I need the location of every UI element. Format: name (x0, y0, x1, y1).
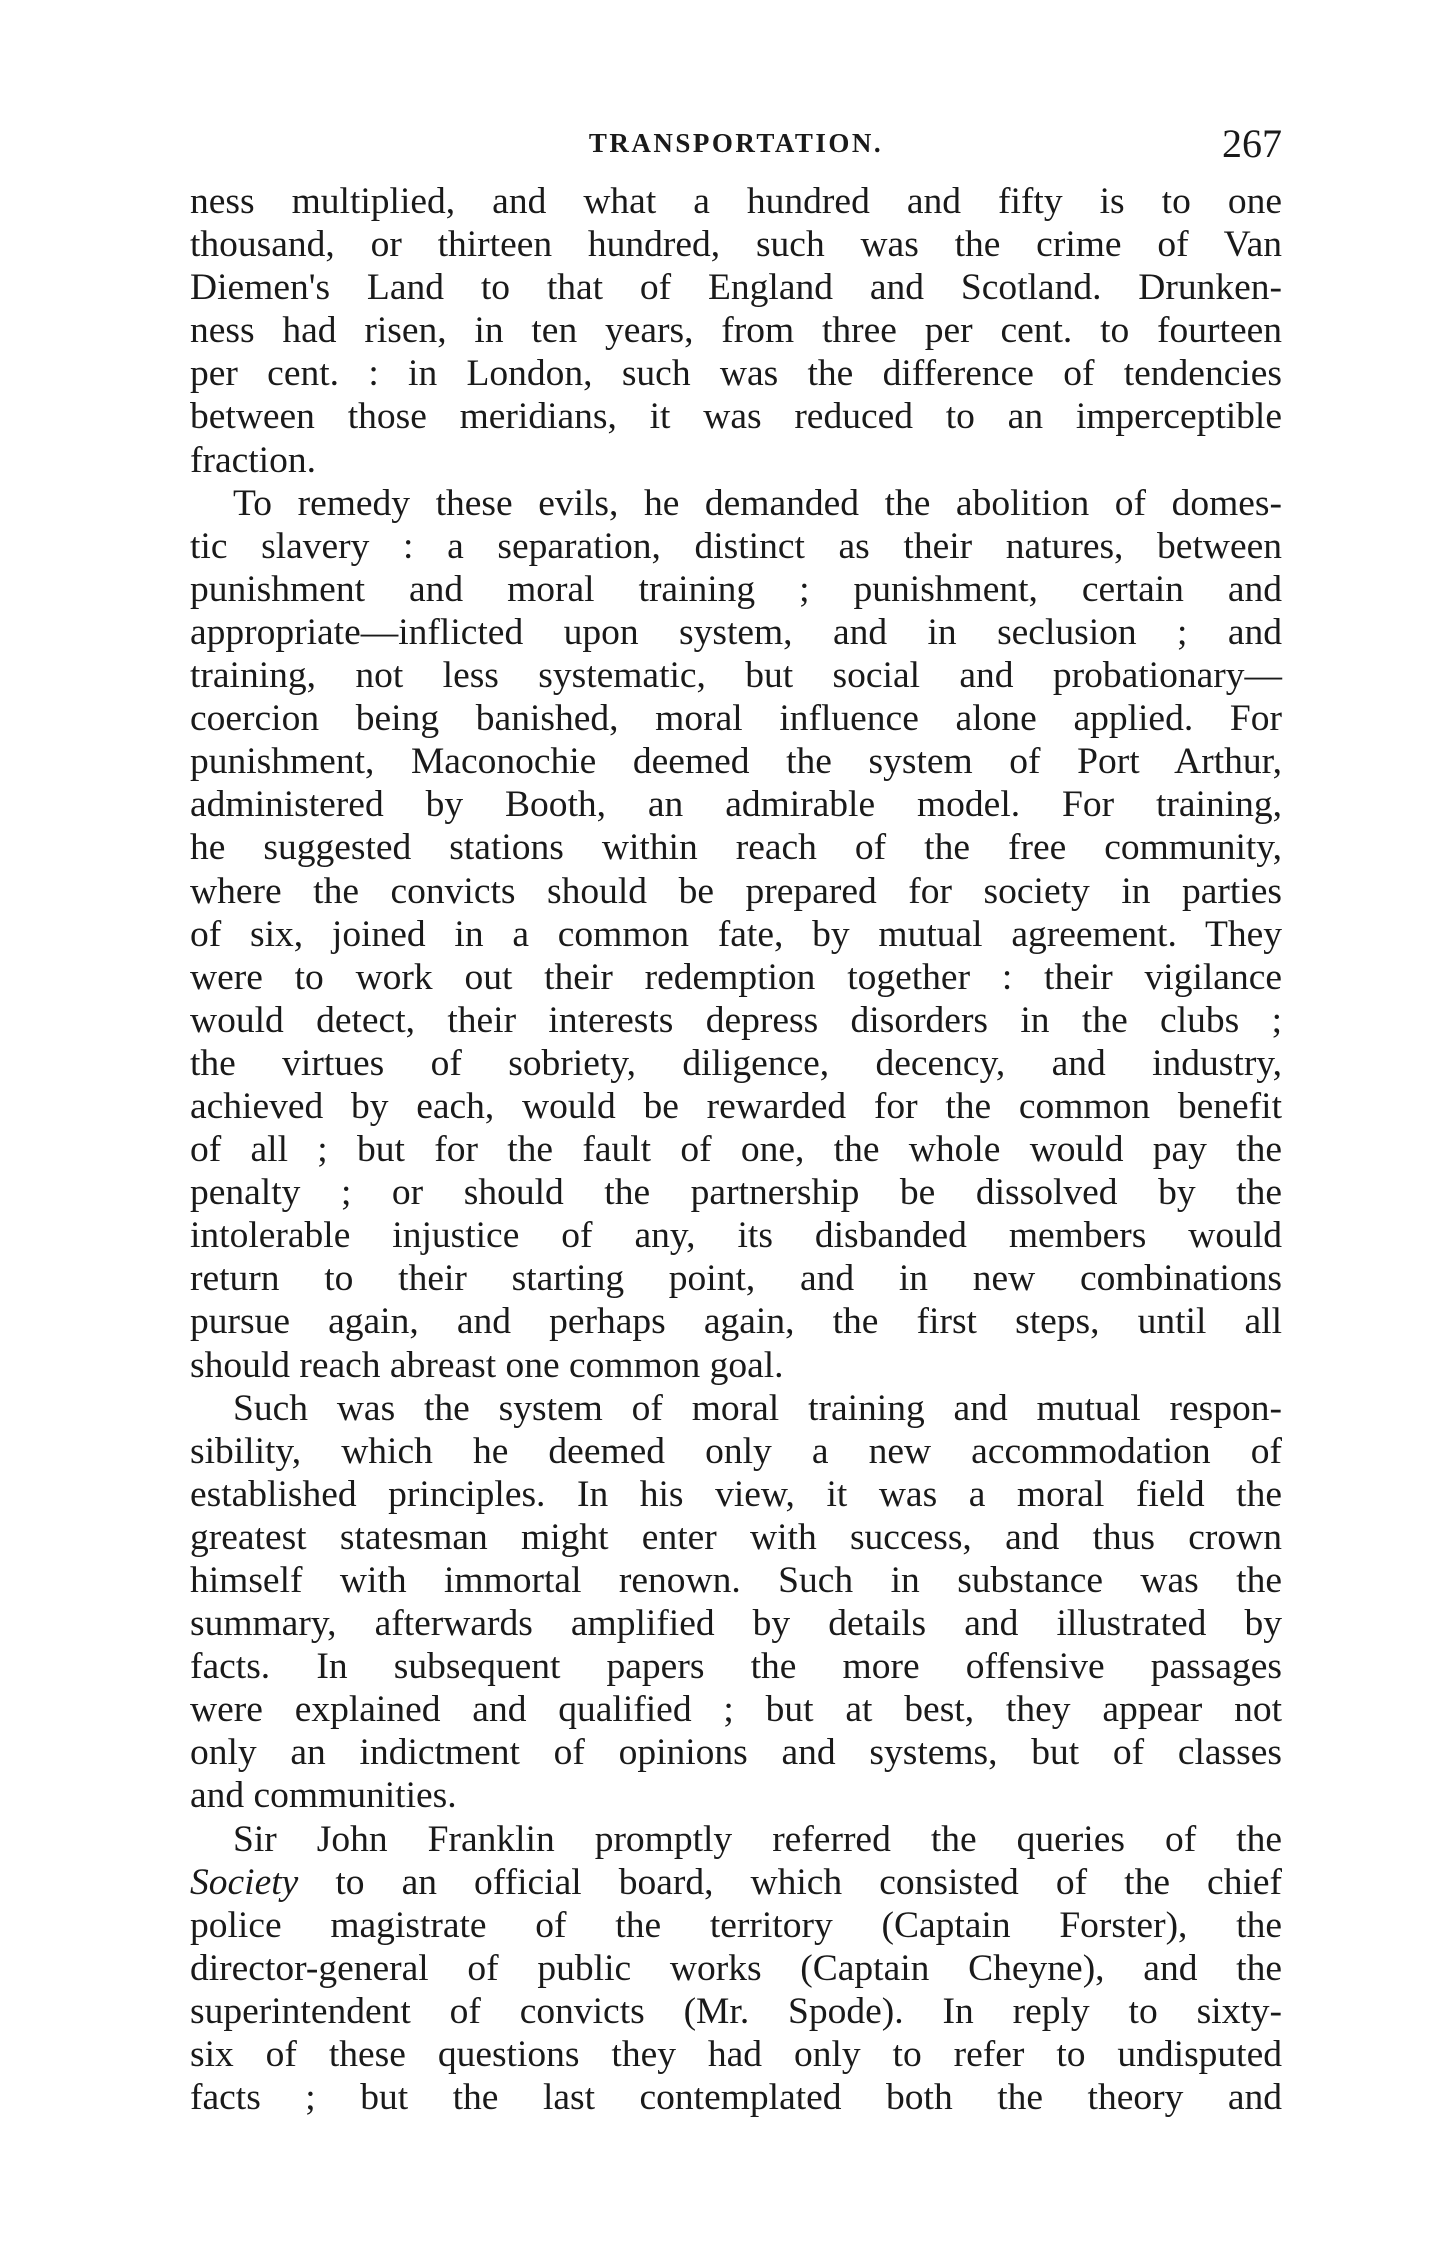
text-line: six of these questions they had only to refer to undisputed (190, 2034, 1282, 2076)
italic-society: Society (190, 1861, 299, 1903)
text-line: police magistrate of the territory (Captain Forster), the (190, 1904, 1282, 1946)
text-line: ness multiplied, and what a hundred and fifty is to one (190, 181, 1282, 222)
text-line: per cent. : in London, such was the difference of tendencies (190, 353, 1282, 395)
text-line: Diemen's Land to that of England and Scotland. Drunken- (190, 267, 1282, 309)
running-title: TRANSPORTATION. (588, 128, 884, 158)
text-line: thousand, or thirteen hundred, such was the crime of Van (190, 224, 1282, 266)
text-line: where the convicts should be prepared for society in parties (190, 870, 1282, 912)
text-line: established principles. In his view, it was a moral field the (190, 1473, 1282, 1515)
text-line: training, not less systematic, but social and probationary— (190, 655, 1282, 697)
text-line: director-general of public works (Captain Cheyne), and the (190, 1947, 1282, 1989)
text-line: greatest statesman might enter with success, and thus crown (190, 1516, 1282, 1558)
text-line: between those meridians, it was reduced to an imperceptible (190, 396, 1282, 438)
text-line: he suggested stations within reach of the free community, (190, 827, 1282, 869)
text-line: tic slavery : a separation, distinct as their natures, between (190, 525, 1282, 567)
body-text (190, 180, 1282, 2119)
text-line: sibility, which he deemed only a new accommodation of (190, 1430, 1282, 1472)
text-line: and communities. (190, 1775, 457, 1817)
text-line: penalty ; or should the partnership be dissolved by the (190, 1172, 1282, 1214)
text-line: Sir John Franklin promptly referred the queries of the (233, 1818, 1282, 1860)
book-page (190, 120, 1282, 2119)
text-line (190, 1861, 1282, 1904)
paragraph-4 (190, 1818, 1282, 2120)
text-line: ness had risen, in ten years, from three per cent. to fourteen (190, 310, 1282, 352)
text-line: Such was the system of moral training and mutual respon- (233, 1387, 1282, 1429)
text-line: the virtues of sobriety, diligence, decency, and industry, (190, 1042, 1282, 1084)
text-line: fraction. (190, 439, 316, 481)
text-line: achieved by each, would be rewarded for the common benefit (190, 1085, 1282, 1127)
text-fragment: to an official board, which consisted of the chief (298, 1861, 1282, 1903)
text-line: return to their starting point, and in new combinations (190, 1258, 1282, 1300)
text-line: of six, joined in a common fate, by mutual agreement. They (190, 913, 1282, 955)
text-line: facts. In subsequent papers the more offensive passages (190, 1646, 1282, 1688)
text-line: should reach abreast one common goal. (190, 1344, 784, 1386)
text-line: pursue again, and perhaps again, the first steps, until all (190, 1301, 1282, 1343)
text-line: of all ; but for the fault of one, the whole would pay the (190, 1129, 1282, 1171)
paragraph-3 (190, 1387, 1282, 1818)
text-line: punishment and moral training ; punishment, certain and (190, 568, 1282, 610)
running-header (190, 120, 1282, 180)
text-line: superintendent of convicts (Mr. Spode). In reply to sixty- (190, 1990, 1282, 2032)
text-line: would detect, their interests depress disorders in the clubs ; (190, 999, 1282, 1041)
paragraph-2 (190, 482, 1282, 1387)
page-number: 267 (1222, 121, 1282, 166)
text-line: punishment, Maconochie deemed the system of Port Arthur, (190, 741, 1282, 783)
text-line: coercion being banished, moral influence alone applied. For (190, 698, 1282, 740)
text-line: were explained and qualified ; but at best, they appear not (190, 1689, 1282, 1731)
text-line: administered by Booth, an admirable model. For training, (190, 784, 1282, 826)
text-line: only an indictment of opinions and systems, but of classes (190, 1732, 1282, 1774)
text-line: were to work out their redemption together : their vigilance (190, 956, 1282, 998)
paragraph-1 (190, 180, 1282, 482)
text-line: appropriate—inflicted upon system, and in seclusion ; and (190, 611, 1282, 653)
text-line: facts ; but the last contemplated both the theory and (190, 2077, 1282, 2119)
text-line: summary, afterwards amplified by details and illustrated by (190, 1603, 1282, 1645)
text-line: himself with immortal renown. Such in substance was the (190, 1560, 1282, 1601)
text-line: To remedy these evils, he demanded the abolition of domes- (233, 482, 1282, 524)
text-line: intolerable injustice of any, its disbanded members would (190, 1215, 1282, 1257)
